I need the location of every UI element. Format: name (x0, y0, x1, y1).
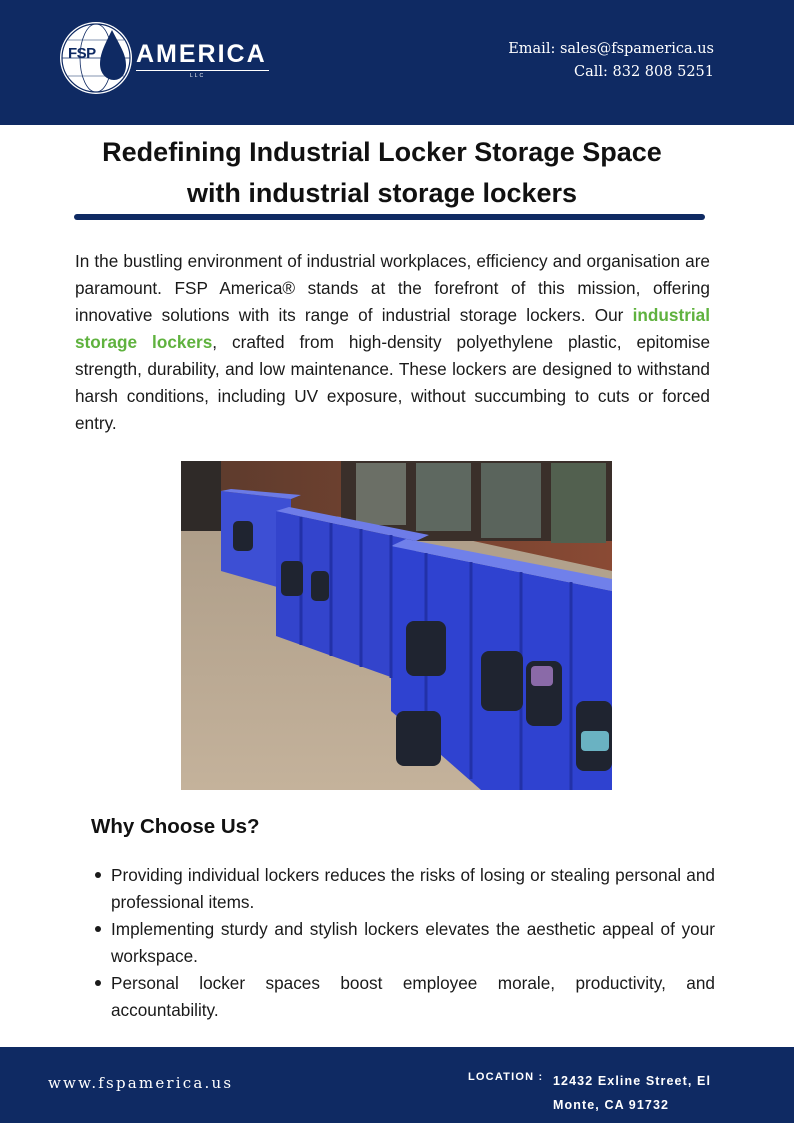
phone-link[interactable]: Call: 832 808 5251 (574, 64, 714, 80)
title-line-2: with industrial storage lockers (186, 178, 578, 208)
page-footer (0, 1047, 794, 1123)
fsp-america-logo[interactable] (60, 22, 275, 96)
page-header (0, 0, 794, 125)
benefits-list (111, 862, 715, 1024)
page-title (40, 132, 724, 214)
lockers-photo (181, 461, 612, 790)
list-item: Implementing sturdy and stylish lockers elevates the aesthetic appeal of your workspace. (111, 916, 715, 970)
website-link[interactable]: www.fspamerica.us (48, 1074, 234, 1092)
intro-paragraph (75, 248, 710, 437)
list-item: Personal locker spaces boost employee morale, productivity, and accountability. (111, 970, 715, 1024)
logo-suffix: LLC (190, 73, 206, 79)
intro-text-after: , crafted from high-density polyethylene plastic, epitomise strength, durability, and low maintenance. These lockers are designed to withstand harsh conditions, including UV exposure, without succumbing to cuts or forced entry. (75, 332, 711, 433)
location-address: 12432 Exline Street, El Monte, CA 91732 (553, 1074, 712, 1112)
industrial-storage-lockers-link[interactable]: industrial storage lockers (75, 305, 710, 352)
email-link[interactable]: Email: sales@fspamerica.us (508, 41, 714, 57)
logo-underline (136, 70, 269, 71)
globe-drop-icon (60, 22, 132, 94)
why-choose-us-heading: Why Choose Us? (91, 815, 260, 838)
location-label: LOCATION : (468, 1071, 544, 1083)
intro-text-before: In the bustling environment of industrial workplaces, efficiency and organisation are paramount. FSP America® stands at the forefront of this mission, offering innovative solutions with its range of industrial storage lockers. Our (75, 251, 710, 325)
list-item: Providing individual lockers reduces the risks of losing or stealing personal and professional items. (111, 862, 715, 916)
title-line-1: Redefining Industrial Locker Storage Space (102, 137, 662, 167)
title-divider (74, 214, 705, 220)
contact-block (508, 38, 714, 84)
logo-wordmark: AMERICA (136, 40, 267, 68)
logo-mark-text: FSP (68, 45, 96, 62)
